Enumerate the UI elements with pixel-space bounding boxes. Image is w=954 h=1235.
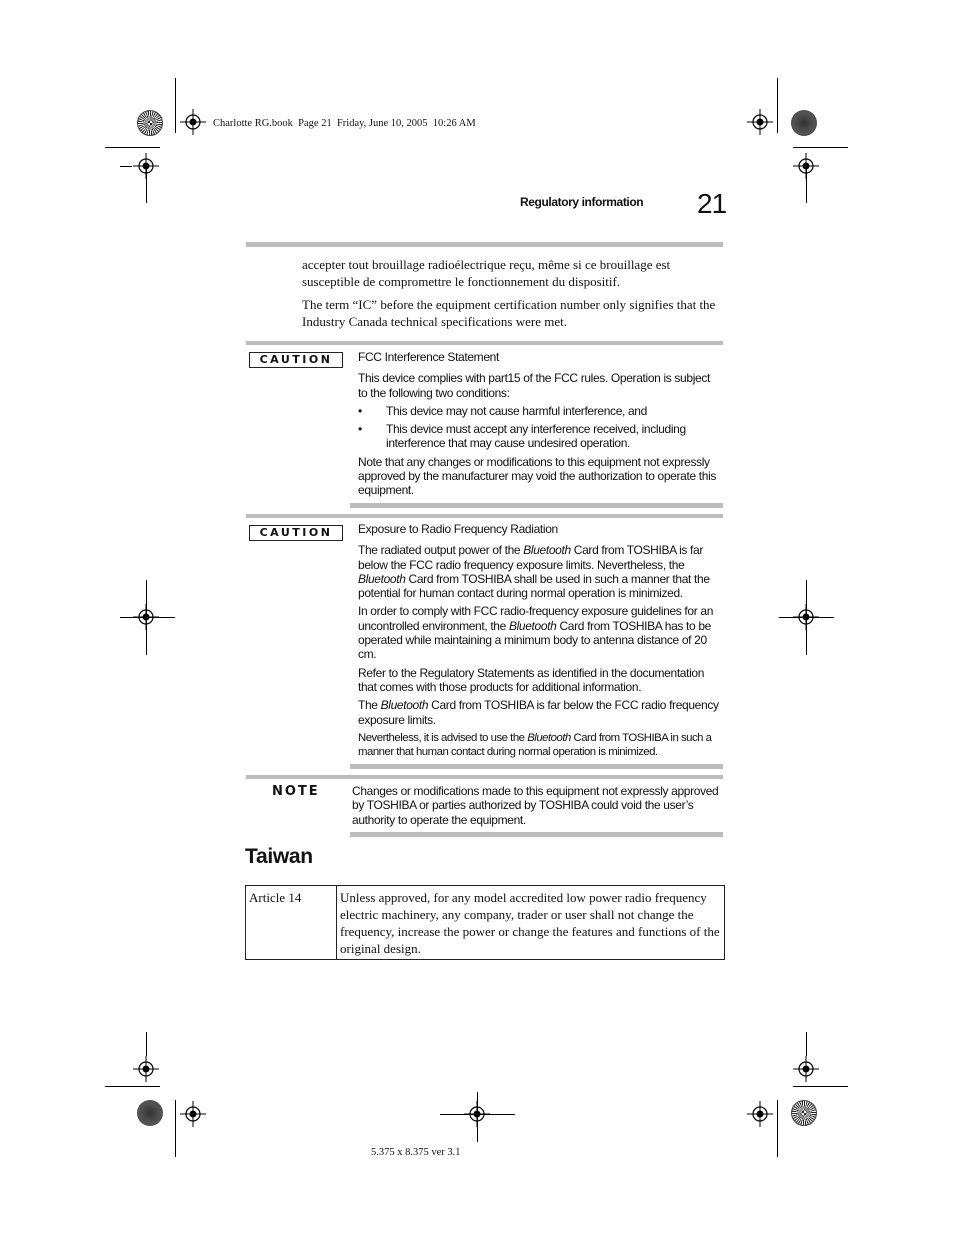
note-top-rule	[246, 775, 723, 779]
registration-target-icon	[180, 109, 206, 135]
list-item-text: This device may not cause harmful interference, and	[386, 403, 647, 418]
table-cell-text: Unless approved, for any model accredited low power radio frequency electric machinery, any company, trader or user shall not change the frequency, increase the power or change the features and functions of the original design.	[337, 886, 725, 960]
caution-label: CAUTION	[249, 352, 343, 368]
caution-bottom-rule	[350, 764, 723, 769]
footer-slug: 5.375 x 8.375 ver 3.1	[371, 1147, 461, 1158]
caution-paragraph: In order to comply with FCC radio-frequency exposure guidelines for an uncontrolled environment, the Bluetooth Card from TOSHIBA has to be operated while maintaining a minimum body to antenna distance of 20 cm.	[358, 604, 714, 662]
registration-target-icon	[793, 1056, 819, 1082]
intro-line: accepter tout brouillage radioélectrique reçu, même si ce brouillage est	[302, 257, 671, 272]
caution-paragraph: The Bluetooth Card from TOSHIBA is far below the FCC radio frequency exposure limits.	[358, 698, 719, 727]
caution-bottom-rule	[350, 503, 723, 508]
bullet-icon: •	[358, 422, 362, 437]
section-divider	[246, 242, 723, 247]
note-label: NOTE	[272, 784, 320, 799]
print-slug: Charlotte RG.book Page 21 Friday, June 10, 2005 10:26 AM	[213, 118, 476, 129]
list-item	[358, 404, 722, 418]
caution-paragraph: Note that any changes or modifications to this equipment not expressly approved by the manufacturer may void the authorization to operate this equipment.	[358, 454, 717, 498]
caution-paragraph: Refer to the Regulatory Statements as identified in the documentation that comes with those products for additional information.	[358, 665, 705, 694]
caution-paragraph: This device complies with part15 of the FCC rules. Operation is subject to the following two conditions:	[358, 371, 710, 400]
registration-disc-icon	[791, 110, 817, 136]
caution-paragraph: The radiated output power of the Bluetooth Card from TOSHIBA is far below the FCC radio frequency exposure limits. Nevertheless, the Bluetooth Card from TOSHIBA shall be used in such a manner that the potential for human contact during normal operation is minimized.	[358, 543, 710, 601]
registration-target-icon	[747, 1101, 773, 1127]
caution-body	[358, 522, 722, 763]
taiwan-table	[245, 885, 725, 960]
caution-title: FCC Interference Statement	[358, 350, 499, 364]
registration-disc-icon	[137, 110, 163, 136]
note-bottom-rule	[350, 832, 723, 837]
bullet-icon: •	[358, 403, 362, 418]
registration-target-icon	[747, 109, 773, 135]
section-heading: Taiwan	[245, 845, 313, 868]
intro-line: susceptible de compromettre le fonctionnement du dispositif.	[302, 274, 621, 289]
page-number: 21	[697, 188, 727, 219]
caution-top-rule	[246, 514, 723, 518]
running-header: Regulatory information	[520, 195, 644, 209]
caution-title: Exposure to Radio Frequency Radiation	[358, 522, 558, 536]
caution-top-rule	[246, 341, 723, 345]
intro-text	[302, 256, 742, 330]
caution-label: CAUTION	[249, 525, 343, 541]
registration-disc-icon	[137, 1100, 163, 1126]
caution-paragraph: Nevertheless, it is advised to use the Bluetooth Card from TOSHIBA in such a manner that human contact during normal operation is minimized.	[358, 731, 712, 759]
table-cell-article: Article 14	[246, 886, 337, 960]
intro-line: Industry Canada technical specifications were met.	[302, 314, 567, 329]
intro-line: The term “IC” before the equipment certification number only signifies that the	[302, 297, 716, 312]
registration-target-icon	[133, 1056, 159, 1082]
table-row	[246, 886, 725, 960]
list-item-text: This device must accept any interference received, including interference that may cause undesired operation.	[386, 422, 686, 451]
note-text: Changes or modifications made to this equipment not expressly approved by TOSHIBA or parties authorized by TOSHIBA could void the user’s authority to operate the equipment.	[352, 784, 719, 827]
registration-target-icon	[180, 1101, 206, 1127]
caution-body	[358, 350, 722, 502]
list-item	[358, 422, 722, 451]
registration-disc-icon	[791, 1100, 817, 1126]
